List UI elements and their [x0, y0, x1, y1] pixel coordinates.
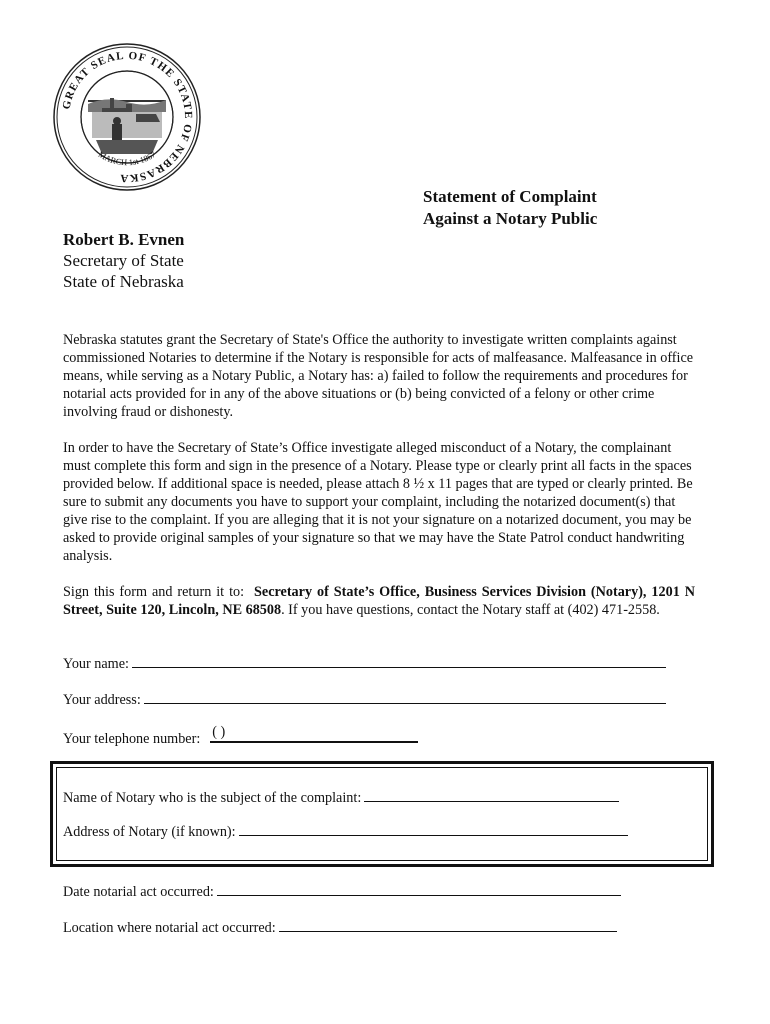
seal-date-text: MARCH 1st 1867 [96, 149, 158, 168]
location-occurred-line[interactable] [279, 917, 617, 932]
your-telephone-label: Your telephone number: [63, 731, 201, 747]
signer-block [63, 229, 184, 292]
notary-address-field [63, 821, 628, 841]
location-occurred-field [63, 917, 617, 937]
notary-address-line[interactable] [239, 821, 628, 836]
notary-info-box-inner [56, 767, 708, 861]
your-telephone-line[interactable] [210, 725, 418, 743]
signer-state: State of Nebraska [63, 272, 184, 291]
return-outro: . If you have questions, contact the Notary staff at (402) 471-2558. [281, 602, 660, 618]
intro-paragraph: Nebraska statutes grant the Secretary of State's Office the authority to investigate written complaints against commissioned Notaries to determine if the Notary is responsible for acts of malfeasance. Malfeasance in office means, while serving as a Notary Public, a Notary has: a) failed to follow the requirements and procedures for notarial acts provided for in any of the above situations or (b) being convicted of a felony or other crime involving fraud or dishonesty. [63, 332, 694, 420]
state-seal [52, 42, 202, 192]
notary-address-label: Address of Notary (if known): [63, 824, 236, 840]
title-line-1: Statement of Complaint [423, 187, 597, 206]
return-address: Secretary of State’s Office, Business Services Division (Notary), 1201 N Street, Suite 120, Lincoln, NE 68508 [63, 584, 696, 618]
your-telephone-field [63, 725, 418, 748]
signer-position: Secretary of State [63, 251, 184, 270]
location-occurred-label: Location where notarial act occurred: [63, 920, 276, 936]
notary-name-line[interactable] [364, 787, 619, 802]
notary-name-field [63, 787, 619, 807]
signer-name: Robert B. Evnen [63, 230, 185, 249]
seal-ring-text: GREAT SEAL OF THE STATE OF NEBRASKA [60, 49, 195, 185]
your-name-field [63, 653, 666, 673]
instructions-paragraph: In order to have the Secretary of State’s Office investigate alleged misconduct of a Notary, the complainant must complete this form and sign in the presence of a Notary. Please type or clearly print all facts in the spaces provided below. If additional space is needed, please attach 8 ½ x 11 pages that are typed or clearly printed. Be sure to submit any documents you have to support your complaint, including the notarized document(s) that give rise to the complaint. If you are alleging that it is not your signature on a notarized document, you may be asked to provide original samples of your signature so that we may have the State Patrol conduct handwriting analysis. [63, 440, 693, 564]
your-address-field [63, 689, 666, 709]
telephone-area-code: ( ) [212, 724, 226, 740]
title-line-2: Against a Notary Public [423, 209, 598, 228]
document-title [423, 186, 597, 230]
seal-icon [52, 42, 202, 192]
notary-name-label: Name of Notary who is the subject of the complaint: [63, 790, 362, 806]
return-paragraph [63, 583, 695, 619]
your-address-label: Your address: [63, 692, 141, 708]
date-occurred-line[interactable] [217, 881, 621, 896]
date-occurred-label: Date notarial act occurred: [63, 884, 214, 900]
your-name-label: Your name: [63, 656, 129, 672]
your-address-line[interactable] [144, 689, 666, 704]
return-intro: Sign this form and return it to: [63, 584, 245, 600]
your-name-line[interactable] [132, 653, 666, 668]
date-occurred-field [63, 881, 621, 901]
notary-info-box [50, 761, 714, 867]
